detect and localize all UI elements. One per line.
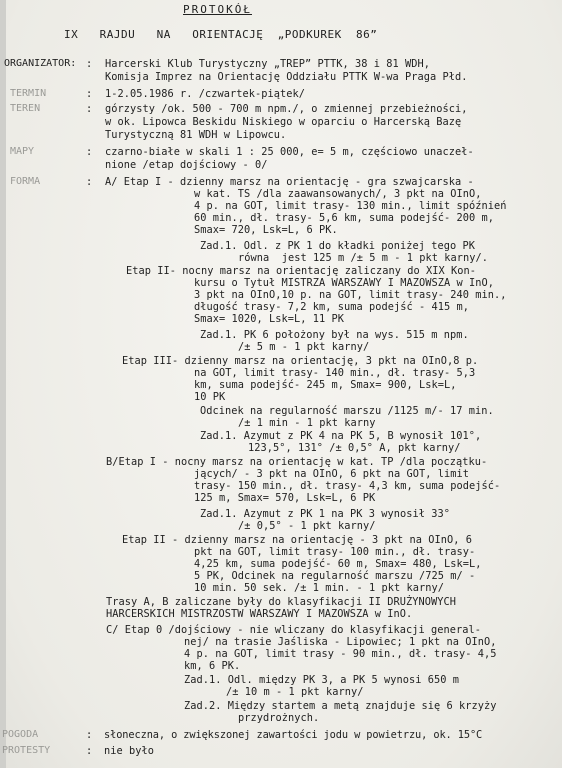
teren-line-3: Turystyczną 81 WDH w Lipowcu.: [105, 129, 287, 141]
b-etap1-zad1-line-2: /± 0,5° - 1 pkt karny/: [238, 520, 376, 532]
c-etap0-zad2-line-2: przydrożnych.: [238, 712, 320, 724]
b-etap2-line-4: 5 PK, Odcinek na regularność marszu /725 m/ -: [194, 570, 476, 582]
label-protesty: PROTESTY: [2, 745, 51, 756]
teren-line-2: w ok. Lipowca Beskidu Niskiego w oparciu o Harcerską Bazę: [105, 116, 462, 128]
a-etap1-line-3: 4 p. na GOT, limit trasy- 130 min., limit spóźnień: [194, 200, 507, 212]
b-etap2-line-3: 4,25 km, suma podejść- 60 m, Smax= 480, Lsk=L,: [194, 558, 482, 570]
colon: :: [86, 103, 93, 115]
a-etap2-zad1-line-2: /± 5 m - 1 pkt karny/: [238, 341, 370, 353]
c-etap0-line-1: C/ Etap 0 /dojściowy - nie wliczany do klasyfikacji general-: [106, 624, 481, 636]
a-etap3-line-4: 10 PK: [194, 391, 226, 403]
a-etap2-line-2: kursu o Tytuł MISTRZA WARSZAWY I MAZOWSZA w InO,: [194, 277, 494, 289]
a-etap1-zad1-line-1: Zad.1. Odl. z PK 1 do kładki poniżej tego PK: [200, 240, 475, 252]
a-etap3-odcinek-line-1: Odcinek na regularność marszu /1125 m/- 17 min.: [200, 405, 494, 417]
label-organizator: ORGANIZATOR:: [4, 58, 77, 69]
document-title: PROTOKÓŁ: [183, 3, 252, 16]
document-subtitle: IX RAJDU NA ORIENTACJĘ „PODKUREK 86”: [64, 28, 378, 41]
c-etap0-line-3: 4 p. na GOT, limit trasy - 90 min., dł. trasy- 4,5: [184, 648, 497, 660]
termin-value: 1-2.05.1986 r. /czwartek-piątek/: [105, 88, 305, 100]
a-etap1-line-1: A/ Etap I - dzienny marsz na orientację - gra szwajcarska -: [105, 176, 474, 188]
a-etap2-line-4: długość trasy- 7,2 km, suma podejść - 415 m,: [194, 301, 469, 313]
a-etap2-line-1: Etap II- nocny marsz na orientację zaliczany do XIX Kon-: [126, 265, 476, 277]
organizator-line-1: Harcerski Klub Turystyczny „TREP” PTTK, 38 i 81 WDH,: [105, 58, 430, 70]
a-etap1-line-4: 60 min., dł. trasy- 5,6 km, suma podejść- 200 m,: [194, 212, 494, 224]
c-etap0-zad1-line-2: /± 10 m - 1 pkt karny/: [226, 686, 364, 698]
protesty-value: nie było: [104, 745, 154, 757]
trasy-line-1: Trasy A, B zaliczane były do klasyfikacji II DRUŻYNOWYCH: [106, 596, 456, 608]
a-etap3-line-2: na GOT, limit trasy- 140 min., dł. trasy- 5,3: [194, 367, 476, 379]
colon: :: [86, 176, 93, 188]
b-etap1-line-2: jących/ - 3 pkt na OInO, 6 pkt na GOT, limit: [194, 468, 469, 480]
colon: :: [86, 58, 93, 70]
a-etap3-line-1: Etap III- dzienny marsz na orientację, 3 pkt na OInO,8 p.: [122, 355, 479, 367]
b-etap2-line-2: pkt na GOT, limit trasy- 100 min., dł. trasy-: [194, 546, 476, 558]
a-etap3-zad1-line-2: 123,5°, 131° /± 0,5° A, pkt karny/: [248, 442, 461, 454]
colon: :: [86, 146, 93, 158]
organizator-line-2: Komisja Imprez na Orientację Oddziału PTTK W-wa Praga Płd.: [105, 71, 468, 83]
a-etap3-odcinek-line-2: /± 1 min - 1 pkt karny: [238, 417, 376, 429]
label-mapy: MAPY: [10, 146, 35, 157]
label-teren: TEREN: [10, 103, 41, 114]
mapy-line-2: nione /etap dojściowy - 0/: [105, 159, 268, 171]
trasy-line-2: HARCERSKICH MISTRZOSTW WARSZAWY I MAZOWSZA w InO.: [106, 608, 413, 620]
a-etap3-zad1-line-1: Zad.1. Azymut z PK 4 na PK 5, B wynosił 101°,: [200, 430, 482, 442]
label-termin: TERMIN: [10, 88, 47, 99]
a-etap1-line-2: w kat. TS /dla zaawansowanych/, 3 pkt na OInO,: [194, 188, 482, 200]
label-forma: FORMA: [10, 176, 41, 187]
a-etap2-zad1-line-1: Zad.1. PK 6 położony był na wys. 515 m npm.: [200, 329, 469, 341]
b-etap2-line-5: 10 min. 50 sek. /± 1 min. - 1 pkt karny/: [194, 582, 444, 594]
b-etap1-line-3: trasy- 150 min., dł. trasy- 4,3 km, suma podejść-: [194, 480, 501, 492]
b-etap2-line-1: Etap II - dzienny marsz na orientację - 3 pkt na OInO, 6: [122, 534, 472, 546]
a-etap1-zad1-line-2: równa jest 125 m /± 5 m - 1 pkt karny/.: [238, 252, 488, 264]
a-etap2-line-3: 3 pkt na OInO,10 p. na GOT, limit trasy- 240 min.,: [194, 289, 507, 301]
colon: :: [86, 729, 93, 741]
colon: :: [86, 88, 93, 100]
colon: :: [86, 745, 93, 757]
a-etap3-line-3: km, suma podejść- 245 m, Smax= 900, Lsk=L,: [194, 379, 457, 391]
c-etap0-line-2: nej/ na trasie Jaśliska - Lipowiec; 1 pkt na OInO,: [184, 636, 497, 648]
b-etap1-zad1-line-1: Zad.1. Azymut z PK 1 na PK 3 wynosił 33°: [200, 508, 450, 520]
page-edge: [0, 0, 6, 768]
a-etap2-line-5: Smax= 1020, Lsk=L, 11 PK: [194, 313, 344, 325]
c-etap0-zad1-line-1: Zad.1. Odl. między PK 3, a PK 5 wynosi 650 m: [184, 674, 459, 686]
label-pogoda: POGODA: [2, 729, 39, 740]
pogoda-value: słoneczna, o zwiększonej zawartości jodu w powietrzu, ok. 15°C: [104, 729, 483, 741]
mapy-line-1: czarno-białe w skali 1 : 25 000, e= 5 m, częściowo unaczeł-: [105, 146, 474, 158]
c-etap0-zad2-line-1: Zad.2. Między startem a metą znajduje się 6 krzyży: [184, 700, 497, 712]
teren-line-1: górzysty /ok. 500 - 700 m npm./, o zmiennej przebieżności,: [105, 103, 468, 115]
c-etap0-line-4: km, 6 PK.: [184, 660, 241, 672]
a-etap1-line-5: Smax= 720, Lsk=L, 6 PK.: [194, 224, 338, 236]
b-etap1-line-4: 125 m, Smax= 570, Lsk=L, 6 PK: [194, 492, 376, 504]
b-etap1-line-1: B/Etap I - nocny marsz na orientację w kat. TP /dla początku-: [106, 456, 488, 468]
